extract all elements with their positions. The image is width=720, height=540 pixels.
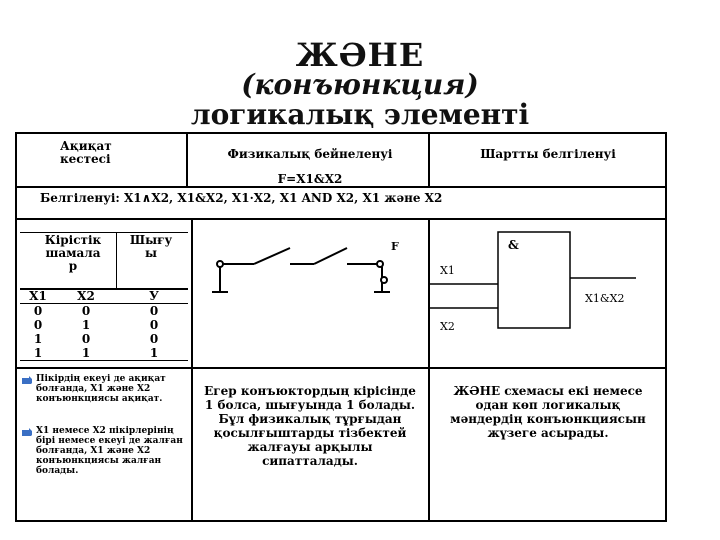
truth-table-bottom [20, 360, 188, 361]
truth-cell: 0 [81, 332, 91, 346]
switch-2-blade [314, 248, 347, 264]
truth-group-divider [116, 232, 117, 288]
truth-cell: 1 [81, 318, 91, 332]
truth-cell: 1 [149, 346, 159, 360]
truth-col-x2: X2 [77, 289, 95, 303]
gate-output-label: X1&X2 [585, 292, 625, 305]
truth-cell: 1 [81, 346, 91, 360]
truth-cell: 0 [149, 304, 159, 318]
bottom-row-divider [15, 367, 667, 369]
terminal-output [381, 277, 387, 283]
notation-divider-bottom [15, 218, 667, 220]
truth-cell: 0 [149, 332, 159, 346]
header-truth-table: Ақиқат кестесі [60, 139, 112, 166]
right-description: ЖӘНЕ схемасы екі немесе одан көп логикалық мәндердің конъюнкциясын жүзеге асырады. [450, 384, 646, 440]
formula: F=X1&X2 [277, 172, 343, 186]
bullet-text-2: X1 немесе X2 пікірлерінің бірі немесе екеуі де жалған болғанда, X1 және X2 конъюнкциясы жалған болады. [36, 426, 183, 476]
gate-input-2-label: X2 [440, 320, 455, 333]
truth-cell: 1 [33, 346, 43, 360]
title-line-3: логикалық элементі [190, 98, 530, 131]
header-symbol: Шартты белгіленуі [480, 147, 616, 161]
header-physical: Физикалық бейнеленуі [227, 147, 393, 161]
physical-label-f: F [391, 240, 399, 253]
switch-1-blade [254, 248, 290, 264]
truth-output-header: Шығу ы [129, 233, 173, 260]
arrow-bullet-icon [22, 376, 32, 384]
arrow-bullet-icon [22, 428, 32, 436]
terminal-left [217, 261, 223, 267]
gate-symbol-and: & [508, 238, 519, 252]
notation-divider-top [15, 186, 667, 188]
truth-cell: 1 [33, 332, 43, 346]
notation-line: Белгіленуі: X1∧X2, X1&X2, X1·X2, X1 AND X2, X1 және X2 [40, 191, 443, 205]
truth-col-y: У [149, 289, 159, 303]
title-line-2: (конъюнкция) [241, 68, 479, 101]
truth-cell: 0 [149, 318, 159, 332]
truth-cell: 0 [81, 304, 91, 318]
truth-cell: 0 [33, 318, 43, 332]
truth-col-x1: X1 [29, 289, 47, 303]
truth-input-header: Кірістік шамала р [44, 233, 102, 273]
gate-input-1-label: X1 [440, 264, 455, 277]
terminal-right [377, 261, 383, 267]
and-gate-symbol [430, 222, 666, 362]
truth-cell: 0 [33, 304, 43, 318]
middle-description: Егер конъюктордың кірісінде 1 болса, шығуында 1 болады. Бұл физикалық тұрғыдан қосылғыштарды тізбектей жалғауы арқылы сипатталады. [204, 384, 416, 468]
bullet-text-1: Пікірдің екеуі де ақиқат болғанда, X1 және X2 конъюнкциясы ақиқат. [36, 374, 166, 404]
truth-border-top [20, 232, 188, 233]
header-divider-1 [186, 132, 188, 186]
title-line-1: ЖӘНЕ [295, 36, 425, 74]
